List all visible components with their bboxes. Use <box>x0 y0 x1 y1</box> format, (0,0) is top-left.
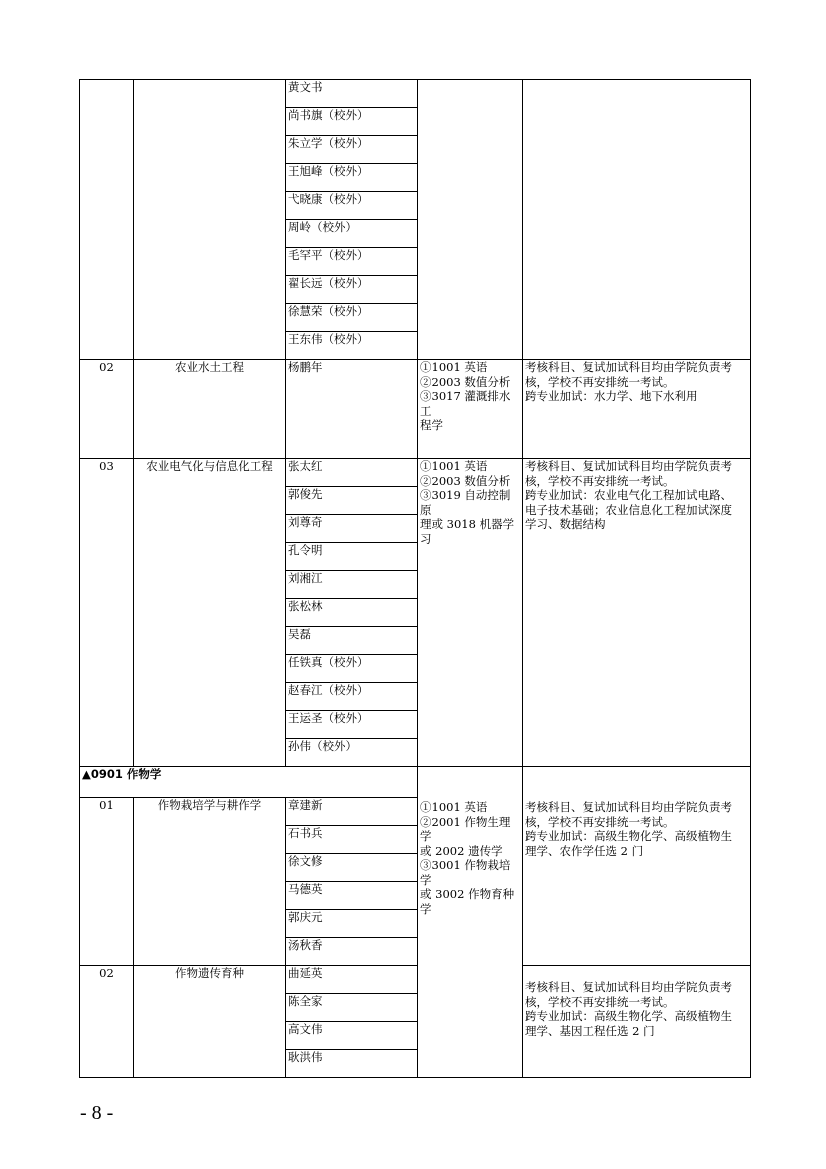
subject-line: 程学 <box>420 418 443 432</box>
subject-line: 或 2002 遗传学 <box>420 843 503 858</box>
enrollment-table <box>79 79 751 1078</box>
subjects-cell <box>418 459 523 767</box>
supervisor-cell: 杨鹏年 <box>286 360 418 459</box>
note-line: 理学、农作学任选 2 门 <box>525 843 644 858</box>
supervisor-cell: 石书兵 <box>286 826 418 854</box>
supervisor-cell: 王运圣（校外） <box>286 711 418 739</box>
subjects-cell <box>418 767 523 1078</box>
subject-line: ③3019 自动控制原 <box>420 488 511 517</box>
note-line: 考核科目、复试加试科目均由学院负责考 <box>525 980 732 994</box>
note-line: 跨专业加试：高级生物化学、高级植物生 <box>525 1009 732 1023</box>
supervisor-cell: 张太红 <box>286 459 418 487</box>
note-line: 核，学校不再安排统一考试。 <box>525 994 675 1009</box>
supervisor-cell: 尚书旗（校外） <box>286 108 418 136</box>
supervisor-cell: 刘湘江 <box>286 571 418 599</box>
page-number: - 8 - <box>80 1102 114 1124</box>
subject-line: 理或 3018 机器学习 <box>420 517 515 546</box>
note-line: 跨专业加试：水力学、地下水利用 <box>525 389 698 403</box>
subject-line: ②2003 数值分析 <box>420 374 511 389</box>
note-line: 核，学校不再安排统一考试。 <box>525 374 675 389</box>
subject-line: 或 3002 作物育种学 <box>420 887 515 916</box>
supervisor-cell: 毛罕平（校外） <box>286 248 418 276</box>
subject-line: ②2003 数值分析 <box>420 473 511 488</box>
subject-line: ③3001 作物栽培学 <box>420 858 511 887</box>
supervisor-cell: 翟长远（校外） <box>286 276 418 304</box>
supervisor-cell: 曲延英 <box>286 966 418 994</box>
note-line: 考核科目、复试加试科目均由学院负责考 <box>525 459 732 473</box>
table-row <box>80 459 751 487</box>
notes-cell <box>523 459 751 767</box>
subject-line: ②2001 作物生理学 <box>420 814 511 843</box>
section-title: ▲0901 作物学 <box>80 767 418 798</box>
subject-line: ①1001 英语 <box>420 800 488 814</box>
code-cell: 03 <box>80 459 134 767</box>
table-row <box>80 360 751 459</box>
code-cell: 02 <box>80 360 134 459</box>
supervisor-cell: 王东伟（校外） <box>286 332 418 360</box>
supervisor-cell: 弋晓康（校外） <box>286 192 418 220</box>
supervisor-cell: 徐慧荣（校外） <box>286 304 418 332</box>
major-cell: 农业水土工程 <box>134 360 286 459</box>
supervisor-cell: 孔令明 <box>286 543 418 571</box>
code-cell: 01 <box>80 798 134 966</box>
note-line: 考核科目、复试加试科目均由学院负责考 <box>525 800 732 814</box>
note-line: 学习、数据结构 <box>525 517 606 531</box>
supervisor-cell: 郭俊先 <box>286 487 418 515</box>
supervisor-cell: 孙伟（校外） <box>286 739 418 767</box>
major-cell: 作物遗传育种 <box>134 966 286 1078</box>
note-line: 核，学校不再安排统一考试。 <box>525 473 675 488</box>
supervisor-cell: 赵春江（校外） <box>286 683 418 711</box>
table-row <box>80 80 751 108</box>
major-cell: 作物栽培学与耕作学 <box>134 798 286 966</box>
code-cell <box>80 80 134 360</box>
table-row <box>80 966 751 994</box>
supervisor-cell: 王旭峰（校外） <box>286 164 418 192</box>
subject-line: ③3017 灌溉排水工 <box>420 389 511 418</box>
subjects-cell <box>418 80 523 360</box>
supervisor-cell: 章建新 <box>286 798 418 826</box>
supervisor-cell: 刘尊奇 <box>286 515 418 543</box>
supervisor-cell: 陈全家 <box>286 994 418 1022</box>
note-line: 跨专业加试：农业电气化工程加试电路、 <box>525 488 732 502</box>
supervisor-cell: 马德英 <box>286 882 418 910</box>
supervisor-cell: 徐文修 <box>286 854 418 882</box>
supervisor-cell: 黄文书 <box>286 80 418 108</box>
supervisor-cell: 高文伟 <box>286 1022 418 1050</box>
note-line: 核，学校不再安排统一考试。 <box>525 814 675 829</box>
subject-line: ①1001 英语 <box>420 360 488 374</box>
notes-cell <box>523 966 751 1078</box>
subject-line: ①1001 英语 <box>420 459 488 473</box>
subjects-cell <box>418 360 523 459</box>
notes-cell <box>523 360 751 459</box>
notes-cell <box>523 767 751 966</box>
note-line: 电子技术基础；农业信息化工程加试深度 <box>525 502 732 517</box>
note-line: 跨专业加试：高级生物化学、高级植物生 <box>525 829 732 843</box>
supervisor-cell: 张松林 <box>286 599 418 627</box>
supervisor-cell: 汤秋香 <box>286 938 418 966</box>
note-line: 理学、基因工程任选 2 门 <box>525 1023 655 1038</box>
section-header-row <box>80 767 751 798</box>
supervisor-cell: 耿洪伟 <box>286 1050 418 1078</box>
note-line: 考核科目、复试加试科目均由学院负责考 <box>525 360 732 374</box>
supervisor-cell: 朱立学（校外） <box>286 136 418 164</box>
supervisor-cell: 任铁真（校外） <box>286 655 418 683</box>
code-cell: 02 <box>80 966 134 1078</box>
supervisor-cell: 吴磊 <box>286 627 418 655</box>
major-cell: 农业电气化与信息化工程 <box>134 459 286 767</box>
supervisor-cell: 周岭（校外） <box>286 220 418 248</box>
major-cell <box>134 80 286 360</box>
notes-cell <box>523 80 751 360</box>
supervisor-cell: 郭庆元 <box>286 910 418 938</box>
